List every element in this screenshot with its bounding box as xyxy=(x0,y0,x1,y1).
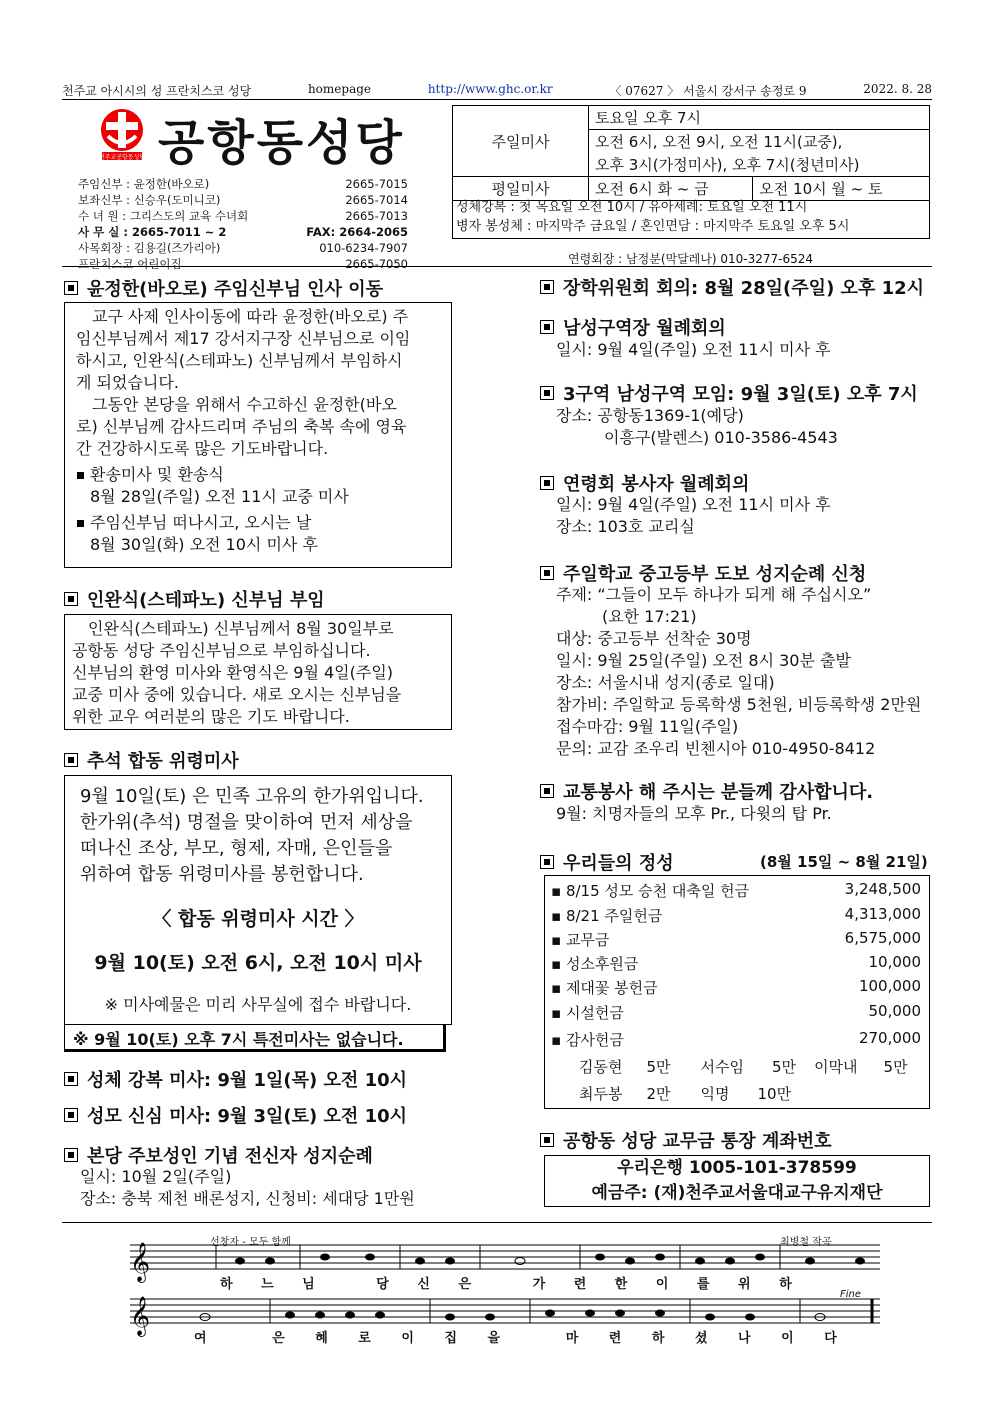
sunday-mass-1: 오전 6시, 오전 9시, 오전 11시(교중), xyxy=(589,130,930,154)
offering-note: ※ 미사예물은 미리 사무실에 접수 바랍니다. xyxy=(104,995,412,1014)
staff-row: 사 무 실 : 2665-7011 ~ 2 FAX: 2664-2065 xyxy=(78,225,408,239)
section-title: 남성구역장 월례회의 xyxy=(540,314,726,340)
donation-row: ▪ 시설헌금 50,000 xyxy=(551,1002,921,1023)
weekday-mass-2: 오전 10시 월 ~ 토 xyxy=(753,177,930,201)
donation-row: ▪ 제대꽃 봉헌금 100,000 xyxy=(551,977,921,998)
mass-schedule-table xyxy=(452,105,930,201)
donation-row: ▪ 성소후원금 10,000 xyxy=(551,953,921,974)
notes-box xyxy=(452,197,930,239)
donation-row: ▪ 감사헌금 270,000 xyxy=(551,1029,921,1050)
staff-row: 사목회장 : 김용길(즈가리아) 010-6234-7907 xyxy=(78,241,408,255)
memorial-mass-time: 9월 10(토) 오전 6시, 오전 10시 미사 xyxy=(94,952,422,974)
staff-row: 주임신부 : 윤정한(바오로) 2665-7015 xyxy=(78,177,408,191)
bullet-square-icon xyxy=(540,784,554,798)
section-title: 우리들의 정성 xyxy=(540,849,674,875)
svg-text:𝄞: 𝄞 xyxy=(130,1296,151,1336)
weekday-mass-1: 오전 6시 화 ~ 금 xyxy=(589,177,753,201)
staff-row: 수 녀 원 : 그리스도의 교육 수녀회 2665-7013 xyxy=(78,209,408,223)
section-title: 인완식(스테파노) 신부님 부임 xyxy=(64,586,325,612)
bullet-square-icon xyxy=(540,476,554,490)
bullet-square-icon xyxy=(64,1072,78,1086)
bullet-square-icon xyxy=(540,386,554,400)
donor-names: 김동현 5만 서수임 5만 이막내 5만 xyxy=(579,1058,908,1076)
section-title: 공항동 성당 교무금 통장 계좌번호 xyxy=(540,1127,832,1153)
memorial-mass-heading: 〈 합동 위령미사 시간 〉 xyxy=(152,908,364,930)
bank-account-number: 우리은행 1005-101-378599 xyxy=(617,1158,857,1178)
bullet-square-icon xyxy=(540,1133,554,1147)
svg-text:𝄞: 𝄞 xyxy=(130,1242,151,1282)
donation-box xyxy=(544,875,930,1109)
header-line xyxy=(62,82,932,99)
staff-row: 프란치스코 어린이집 2665-7050 xyxy=(78,257,408,271)
account-holder: 예금주: (재)천주교서울대교구유지재단 xyxy=(591,1183,883,1203)
homepage-label: homepage xyxy=(307,82,372,96)
bullet-square-icon xyxy=(64,281,78,295)
section-title: 본당 주보성인 기념 전신자 성지순례 xyxy=(64,1142,373,1168)
section-body: 9월: 치명자들의 모후 Pr., 다윗의 탑 Pr. xyxy=(556,804,832,823)
bullet-square-icon xyxy=(540,320,554,334)
section-body: 장소: 공항동1369-1(예당) 이흥구(발렌스) 010-3586-4543 xyxy=(556,406,838,447)
music-top-left: 선창자 - 모두 함께 xyxy=(210,1237,291,1248)
church-logo-icon xyxy=(98,108,146,160)
bank-account-box xyxy=(544,1155,930,1207)
section-body: 주제: “그들이 모두 하나가 되게 해 주십시오” (요한 17:21) 대상: 중고등부 선착순 30명 일시: 9월 25일(주일) 오전 8시 30분 출발 장소: 서울시내 성지(종로 일대) 참가비: 주일학교 등록학생 5천원, 비등록학생 2만원 접수마감: 9월 11일(주일) 문의: 교감 조우리 빈첸시아 010-4950-8412 xyxy=(556,585,922,758)
saturday-mass: 토요일 오후 7시 xyxy=(589,106,930,130)
lyrics-line-1: 하 느 님 당 신 은 가 련 한 이 를 위 하 xyxy=(220,1277,804,1292)
section-title: 연령회 봉사자 월례회의 xyxy=(540,470,749,496)
donor-names: 최두봉 2만 익명 10만 xyxy=(579,1085,792,1103)
section-divider xyxy=(62,266,932,267)
section-title: 주일학교 중고등부 도보 성지순례 신청 xyxy=(540,560,866,586)
bullet-square-icon xyxy=(64,753,78,767)
donation-range: (8월 15일 ~ 8월 21일) xyxy=(760,853,928,871)
bullet-square-icon xyxy=(64,592,78,606)
section-body: 9월 10일(토) 은 민족 고유의 한가위입니다. 한가위(추석) 명절을 맞이하여 먼저 세상을 떠나신 조상, 부모, 형제, 자매, 은인들을 위하여 합동 위령미사를 봉헌합니다. xyxy=(80,786,424,885)
address: 〈 07627 〉 서울시 강서구 송정로 9 xyxy=(609,84,807,98)
staff-list xyxy=(78,176,408,272)
bullet-square-icon xyxy=(64,1148,78,1162)
footer-divider xyxy=(62,1222,932,1223)
section-body: 교구 사제 인사이동에 따라 윤정한(바오로) 주 임신부님께서 제17 강서지구장 신부님으로 이임 하시고, 인완식(스테파노) 신부님께서 부임하시 게 되었습니다. 그동안 본당을 위해서 수고하신 윤정한(바오 로) 신부님께 감사드리며 주님의 축복 속에 영육 간 건강하시도록 많은 기도바랍니다. 환송미사 및 환송식 8월 28일(주일) 오전 11시 교중 미사 주임신부님 떠나시고, 오시는 날 8월 30일(화) 오전 10시 미사 후 xyxy=(76,307,411,554)
funeral-committee: 연령회장 : 남정분(막달레나) 010-3277-6524 xyxy=(568,252,814,266)
issue-date: 2022. 8. 28 xyxy=(863,82,932,96)
fine-mark: Fine xyxy=(840,1289,862,1300)
bullet-square-icon xyxy=(540,855,554,869)
homepage-link[interactable]: http://www.ghc.or.kr xyxy=(427,82,553,96)
sheet-music xyxy=(120,1233,890,1346)
section-title: 성모 신심 미사: 9월 3일(토) 오전 10시 xyxy=(64,1102,407,1128)
music-composer: 최병철 작곡 xyxy=(780,1237,832,1248)
section-body: 인완식(스테파노) 신부님께서 8월 30일부로 공항동 성당 주임신부님으로 부임하십니다. 신부님의 환영 미사와 환영식은 9월 4일(주일) 교중 미사 중에 있습니다. 새로 오시는 신부님을 위한 교우 여러분의 많은 기도 바랍니다. xyxy=(72,619,402,726)
no-mass-notice: ※ 9월 10(토) 오후 7시 특전미사는 없습니다. xyxy=(64,1024,446,1052)
donation-row: ▪ 8/21 주일헌금 4,313,000 xyxy=(551,905,921,926)
donation-row: ▪ 8/15 성모 승천 대축일 헌금 3,248,500 xyxy=(551,880,921,901)
donation-row: ▪ 교무금 6,575,000 xyxy=(551,929,921,950)
section-body: 일시: 10월 2일(주일) 장소: 충북 제천 배론성지, 신청비: 세대당 1만원 xyxy=(80,1167,415,1208)
bullet-square-icon xyxy=(540,280,554,294)
section-title: 윤정한(바오로) 주임신부님 인사 이동 xyxy=(64,275,383,301)
section-title: 3구역 남성구역 모임: 9월 3일(토) 오후 7시 xyxy=(540,380,918,406)
bullet-square-icon xyxy=(64,1108,78,1122)
note-2: 병자 봉성체 : 마지막주 금요일 / 혼인면담 : 마지막주 토요일 오후 5시 xyxy=(456,219,850,234)
header-divider xyxy=(62,99,932,100)
section-body: 일시: 9월 4일(주일) 오전 11시 미사 후 xyxy=(556,340,831,359)
note-1: 성체강복 : 첫 목요일 오전 10시 / 유아세례: 토요일 오전 11시 xyxy=(456,200,808,215)
sunday-mass-2: 오후 3시(가정미사), 오후 7시(청년미사) xyxy=(589,153,930,177)
org-name: 천주교 아시시의 성 프란치스코 성당 xyxy=(62,84,252,98)
church-title: 공항동성당 xyxy=(158,115,405,171)
logo-caption: 천주교공항동성당 xyxy=(98,154,146,161)
staff-row: 보좌신부 : 신승우(도미니코) 2665-7014 xyxy=(78,193,408,207)
section-title: 교통봉사 해 주시는 분들께 감사합니다. xyxy=(540,778,873,804)
section-title: 장학위원회 회의: 8월 28일(주일) 오후 12시 xyxy=(540,274,924,300)
lyrics-line-2: 여 은 혜 로 이 집 을 마 련 하 셨 나 이 다 xyxy=(194,1331,850,1346)
section-title: 성체 강복 미사: 9월 1일(목) 오전 10시 xyxy=(64,1066,407,1092)
section-body: 일시: 9월 4일(주일) 오전 11시 미사 후 장소: 103호 교리실 xyxy=(556,495,831,536)
sunday-mass-label: 주일미사 xyxy=(453,106,589,177)
weekday-mass-label: 평일미사 xyxy=(453,177,589,201)
bullet-square-icon xyxy=(540,566,554,580)
section-title: 추석 합동 위령미사 xyxy=(64,747,239,773)
